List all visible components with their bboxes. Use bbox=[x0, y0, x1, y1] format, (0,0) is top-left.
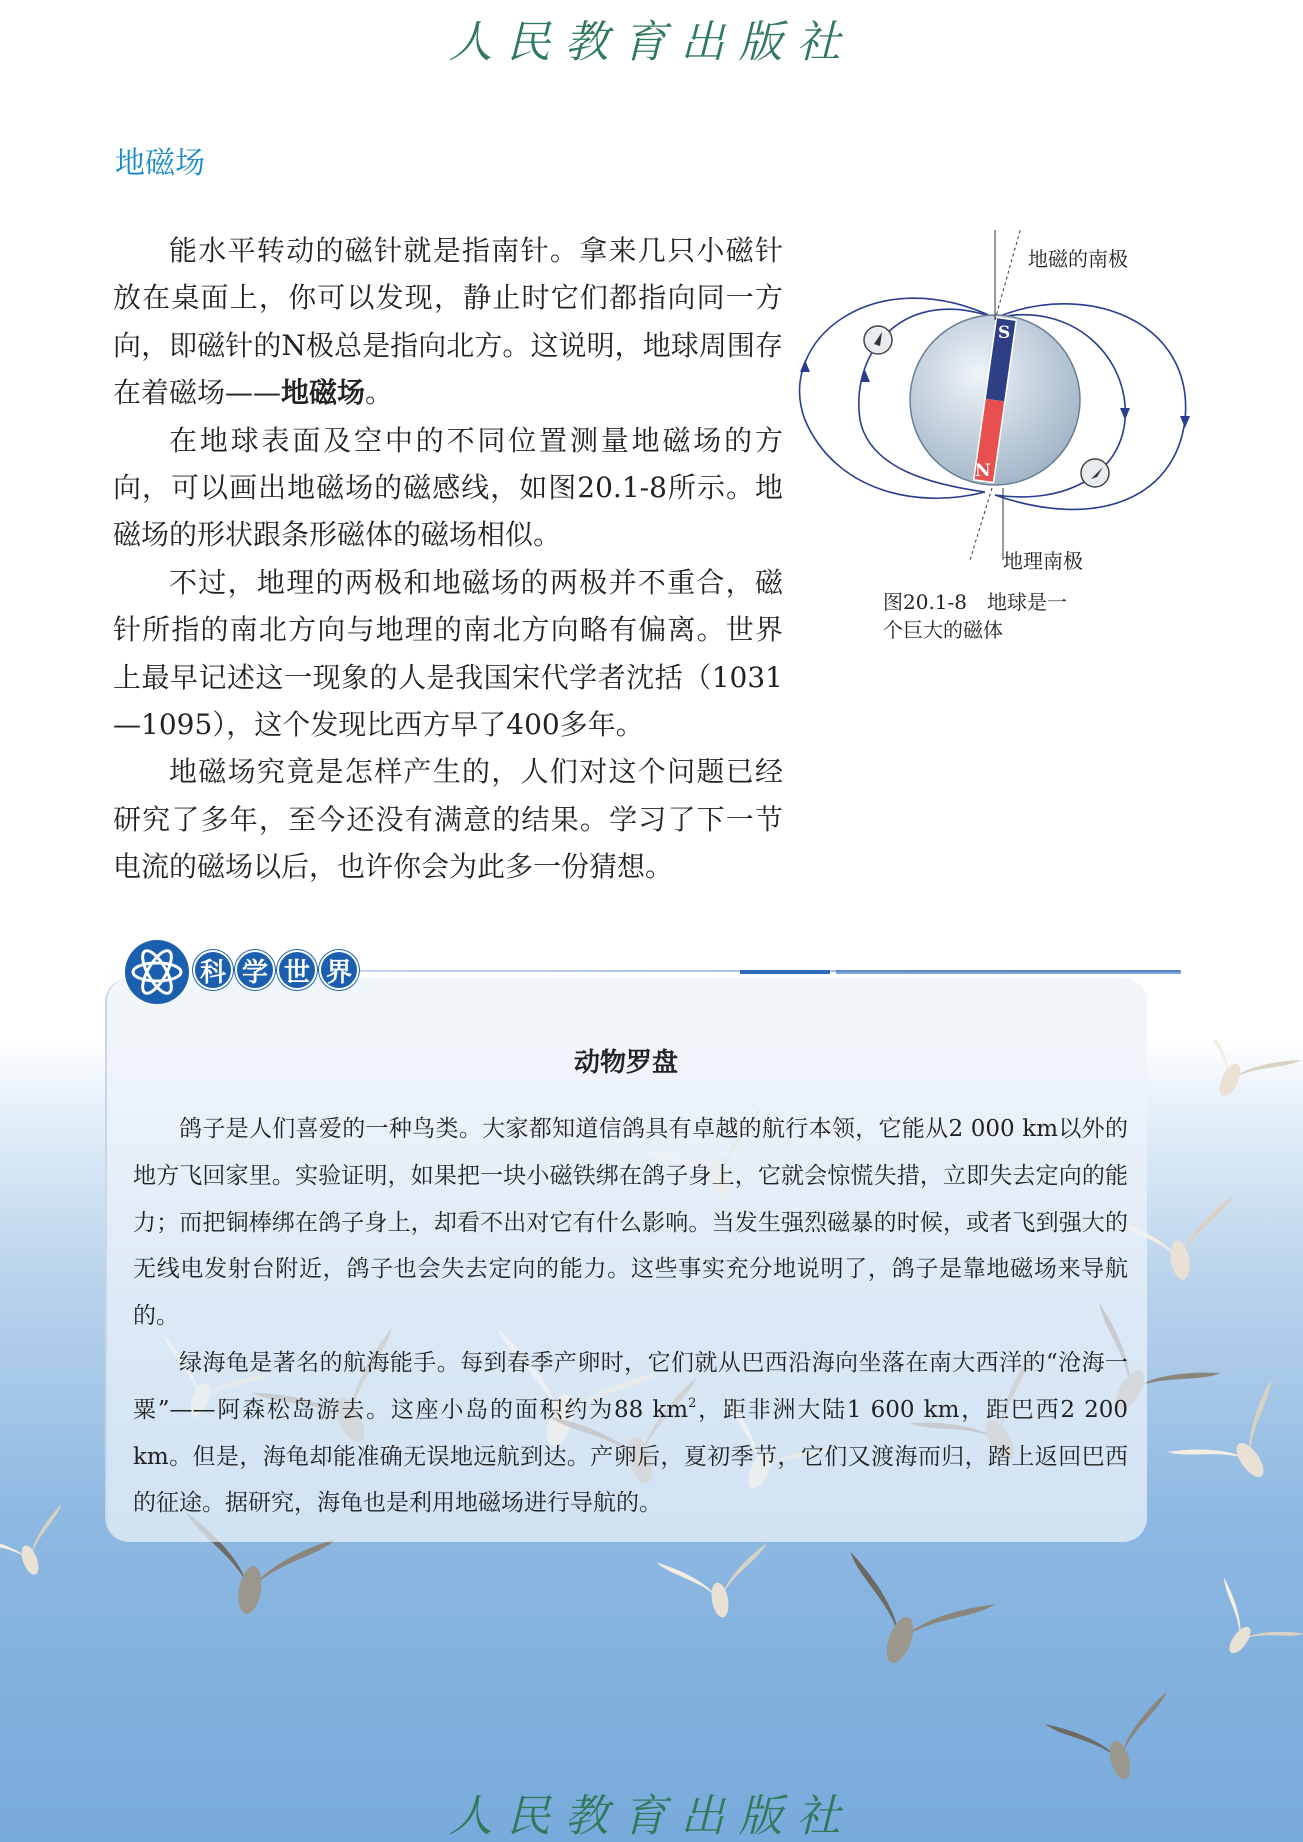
earth-magnet-figure bbox=[795, 230, 1205, 590]
compass-left bbox=[864, 326, 892, 354]
compass-right bbox=[1081, 459, 1109, 487]
pole-n-label: N bbox=[975, 461, 991, 481]
science-world-rule-accent-2 bbox=[836, 970, 1181, 974]
article-paragraph-2 bbox=[133, 1340, 1128, 1527]
paragraph-1-end: 。 bbox=[365, 376, 394, 410]
science-world-char-1: 科 bbox=[193, 950, 233, 990]
science-world-title bbox=[193, 950, 359, 990]
section-title: 地磁场 bbox=[115, 146, 205, 181]
paragraph-1-text: 能水平转动的磁针就是指南针。拿来几只小磁针放在桌面上，你可以发现，静止时它们都指向同一方向，即磁针的N极总是指向北方。这说明，地球周围存在着磁场—— bbox=[113, 234, 783, 410]
paragraph-4: 地磁场究竟是怎样产生的，人们对这个问题已经研究了多年，至今还没有满意的结果。学习了下一节电流的磁场以后，也许你会为此多一份猜想。 bbox=[113, 755, 783, 884]
publisher-logo-top: 人民教育出版社 bbox=[448, 17, 855, 68]
paragraph-2: 在地球表面及空中的不同位置测量地磁场的方向，可以画出地磁场的磁感线，如图20.1-8所示。地磁场的形状跟条形磁体的磁场相似。 bbox=[113, 423, 783, 552]
magnetic-field-diagram bbox=[795, 230, 1205, 590]
article-title: 动物罗盘 bbox=[573, 1048, 678, 1078]
article-paragraph-1: 鸽子是人们喜爱的一种鸟类。大家都知道信鸽具有卓越的航行本领，它能从2 000 km以外的地方飞回家里。实验证明，如果把一块小磁铁绑在鸽子身上，它就会惊慌失措，立即失去定向的能力；而把铜棒绑在鸽子身上，却看不出对它有什么影响。当发生强烈磁暴的时候，或者飞到强大的无线电发射台附近，鸽子也会失去定向的能力。这些事实充分地说明了，鸽子是靠地磁场来导航的。 bbox=[133, 1116, 1128, 1330]
paragraph-1-bold-term: 地磁场 bbox=[281, 376, 366, 410]
article-body bbox=[133, 1106, 1128, 1527]
figure-caption bbox=[883, 588, 1123, 644]
figure-caption-line-2: 个巨大的磁体 bbox=[883, 618, 1003, 642]
science-world-char-2: 学 bbox=[235, 950, 275, 990]
geographic-south-label: 地理南极 bbox=[1003, 549, 1083, 573]
figure-caption-line-1: 图20.1-8 地球是一 bbox=[883, 590, 1068, 614]
publisher-logo-bottom: 人民教育出版社 bbox=[448, 1791, 855, 1842]
science-world-char-4: 界 bbox=[319, 950, 359, 990]
paragraph-1 bbox=[113, 227, 783, 417]
science-world-char-3: 世 bbox=[277, 950, 317, 990]
article-paragraph-2-b: ，距非洲大陆1 600 km，距巴西2 200 km。但是，海龟却能准确无误地远航到达。产卵后，夏初季节，它们又渡海而归，踏上返回巴西的征途。据研究，海龟也是利用地磁场进行导航的。 bbox=[133, 1396, 1128, 1517]
pole-s-label: S bbox=[998, 323, 1011, 343]
main-body-text bbox=[113, 227, 783, 891]
paragraph-3: 不过，地理的两极和地磁场的两极并不重合，磁针所指的南北方向与地理的南北方向略有偏离。世界上最早记述这一现象的人是我国宋代学者沈括（1031—1095），这个发现比西方早了400多年。 bbox=[113, 565, 783, 742]
article-paragraph-2-a: 绿海龟是著名的航海能手。每到春季产卵时，它们就从巴西沿海向坐落在南大西洋的“沧海一粟”——阿森松岛游去。这座小岛的面积约为88 km bbox=[133, 1349, 1128, 1423]
superscript-2: 2 bbox=[688, 1395, 697, 1411]
geomagnetic-south-label: 地磁的南极 bbox=[1028, 247, 1128, 271]
atom-icon bbox=[125, 940, 189, 1004]
science-world-rule-accent bbox=[740, 970, 830, 974]
